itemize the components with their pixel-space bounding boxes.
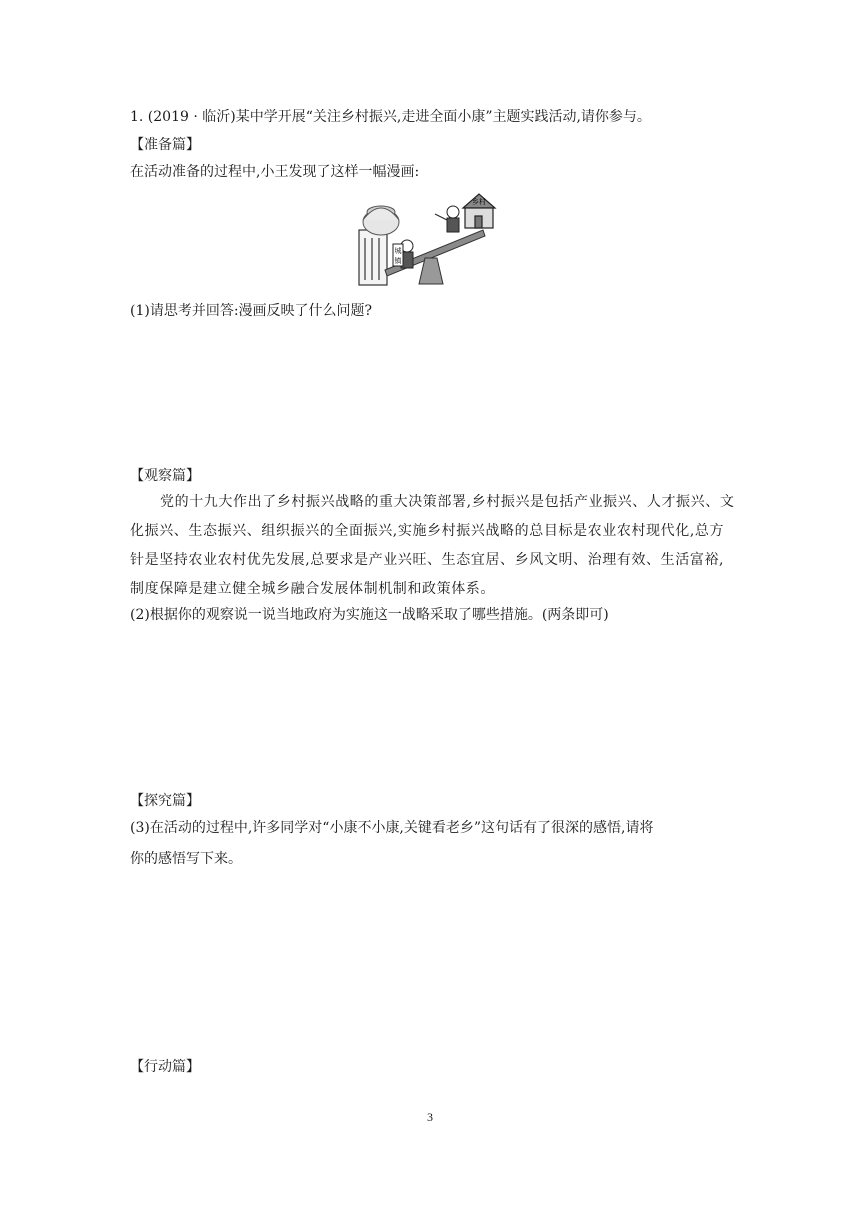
seesaw-cartoon [355, 190, 505, 288]
observe-paragraph [130, 488, 736, 604]
prepare-intro: 在活动准备的过程中,小王发现了这样一幅漫画: [130, 164, 420, 180]
question-3-line1: (3)在活动的过程中,许多同学对“小康不小康,关键看老乡”这句话有了很深的感悟,请将 [130, 820, 654, 836]
town-building [359, 230, 387, 285]
question-header: 1. (2019 · 临沂)某中学开展“关注乡村振兴,走进全面小康”主题实践活动,请你参与。 [130, 109, 651, 125]
village-label: 乡村 [472, 198, 486, 206]
observe-paragraph-text: 党的十九大作出了乡村振兴战略的重大决策部署,乡村振兴是包括产业振兴、人才振兴、文化振兴、生态振兴、组织振兴的全面振兴,实施乡村振兴战略的总目标是农业农村现代化,总方针是坚持农业农村优先发展,总要求是产业兴旺、生态宜居、乡风文明、治理有效、生活富裕,制度保障是建立健全城乡融合发展体制机制和政策体系。 [130, 494, 735, 597]
section-title-observe: 【观察篇】 [130, 468, 200, 484]
section-title-action: 【行动篇】 [130, 1059, 200, 1075]
page-number: 3 [427, 1110, 433, 1124]
question-1: (1)请思考并回答:漫画反映了什么问题? [130, 303, 373, 319]
town-label: 城 [394, 247, 402, 255]
question-3-line2: 你的感悟写下来。 [130, 851, 242, 867]
question-2: (2)根据你的观察说一说当地政府为实施这一战略采取了哪些措施。(两条即可) [130, 607, 609, 623]
wealth-pile [363, 206, 399, 235]
village-person [435, 206, 459, 232]
section-title-explore: 【探究篇】 [130, 793, 200, 809]
section-title-prepare: 【准备篇】 [130, 137, 200, 153]
svg-text:镇: 镇 [394, 257, 402, 265]
